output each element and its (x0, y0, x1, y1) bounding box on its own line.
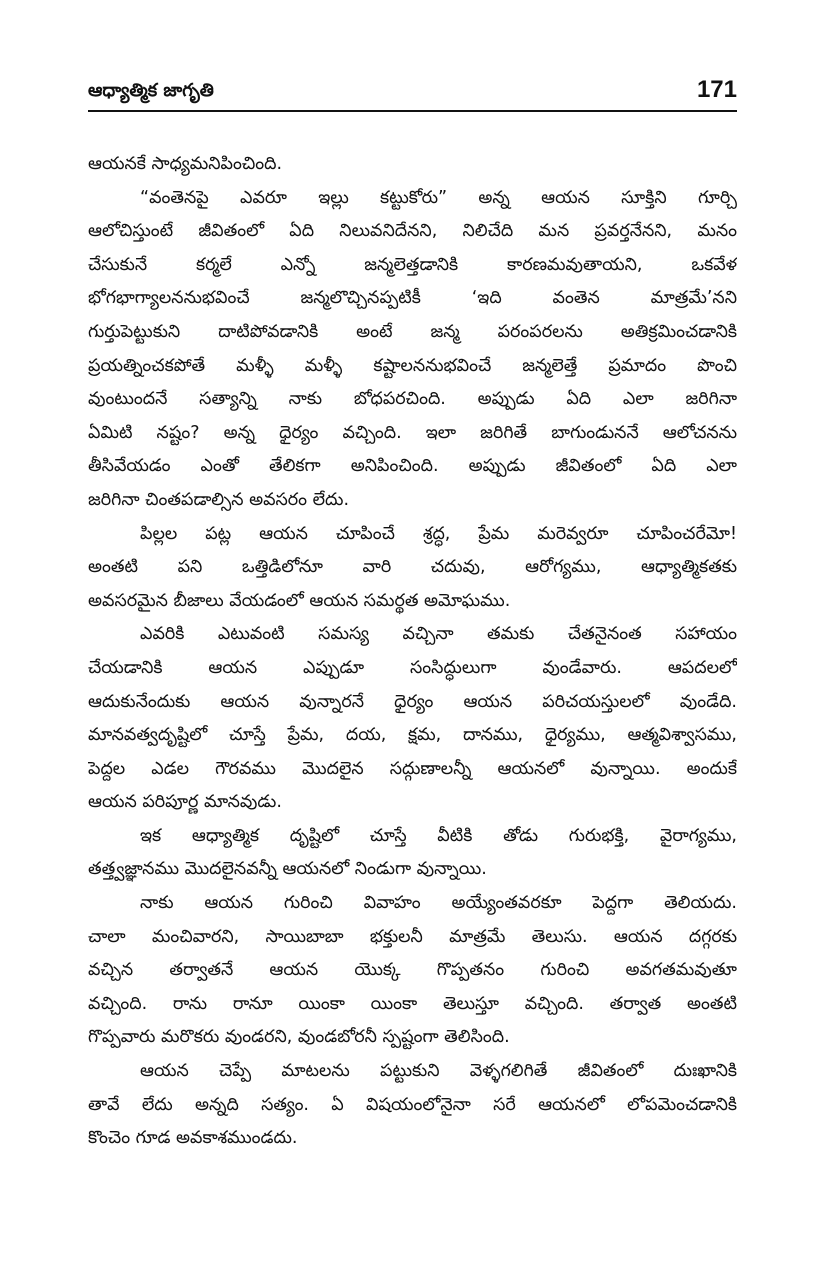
text-line: “వంతెనపై ఎవరూ ఇల్లు కట్టుకోరు” అన్న ఆయన సూక్తిని గూర్చి (140, 187, 737, 208)
text-line: ఆలోచిస్తుంటే జీవితంలో ఏది నిలువనిదేనని, నిలిచేది మన ప్రవర్తనేనని, మనం (88, 221, 737, 242)
text-line: ఎవరికి ఎటువంటి సమస్య వచ్చినా తమకు చేతనైనంత సహాయం (140, 624, 737, 645)
page-number: 171 (696, 76, 737, 103)
text-line: మానవత్వదృష్టిలో చూస్తే ప్రేమ, దయ, క్షమ, దానము, ధైర్యము, ఆత్మవిశ్వాసము, (88, 725, 737, 746)
text-line: ఆయన పరిపూర్ణ మానవుడు. (88, 792, 282, 813)
text-line: ఏమిటి నష్టం? అన్న ధైర్యం వచ్చింది. ఇలా జరిగితే బాగుండుననే ఆలోచనను (88, 422, 737, 443)
text-line: గొప్పవారు మరొకరు వుండరని, వుండబోరనీ స్పష్టంగా తెలిసింది. (88, 1027, 510, 1048)
text-line: కొంచెం గూడ అవకాశముండదు. (88, 1128, 298, 1149)
text-line: నాకు ఆయన గురించి వివాహం అయ్యేంతవరకూ పెద్దగా తెలియదు. (140, 893, 737, 914)
text-line: ఇక ఆధ్యాత్మిక దృష్టిలో చూస్తే వీటికి తోడు గురుభక్తి, వైరాగ్యము, (140, 825, 737, 846)
text-line: చాలా మంచివారని, సాయిబాబా భక్తులనీ మాత్రమే తెలుసు. ఆయన దగ్గరకు (88, 926, 737, 947)
text-line: పెద్దల ఎడల గౌరవము మొదలైన సద్గుణాలన్నీ ఆయనలో వున్నాయి. అందుకే (88, 758, 737, 779)
running-head (88, 76, 737, 110)
text-line: అంతటి పని ఒత్తిడిలోనూ వారి చదువు, ఆరోగ్యము, ఆధ్యాత్మికతకు (88, 557, 737, 578)
text-line: జరిగినా చింతపడాల్సిన అవసరం లేదు. (88, 489, 350, 510)
text-line: చేయడానికి ఆయన ఎప్పుడూ సంసిద్ధులుగా వుండేవారు. ఆపదలలో (88, 657, 737, 678)
text-line: తీసివేయడం ఎంతో తేలికగా అనిపించింది. అప్పుడు జీవితంలో ఏది ఎలా (88, 456, 737, 477)
text-line: తావే లేదు అన్నది సత్యం. ఏ విషయంలోనైనా సరే ఆయనలో లోపమెంచడానికి (88, 1094, 737, 1115)
text-line: ఆయన చెప్పే మాటలను పట్టుకుని వెళ్ళగలిగితే జీవితంలో దుఃఖానికి (140, 1061, 737, 1082)
body-text (88, 148, 737, 1156)
text-line: వుంటుందనే సత్యాన్ని నాకు బోధపరచింది. అప్పుడు ఏది ఎలా జరిగినా (88, 389, 737, 410)
text-line: తత్త్వజ్ఞానము మొదలైనవన్నీ ఆయనలో నిండుగా వున్నాయి. (88, 859, 487, 880)
text-line: భోగభాగ్యాలననుభవించే జన్మలొచ్చినప్పటికీ ‘ఇది వంతెన మాత్రమే’నని (88, 288, 737, 309)
header-rule (88, 110, 737, 112)
text-line: చేసుకునే కర్మలే ఎన్నో జన్మలెత్తడానికి కారణమవుతాయని, ఒకవేళ (88, 254, 737, 275)
text-line: వచ్చింది. రాను రానూ యింకా యింకా తెలుస్తూ వచ్చింది. తర్వాత అంతటి (88, 993, 737, 1014)
text-line: గుర్తుపెట్టుకుని దాటిపోవడానికి అంటే జన్మ పరంపరలను అతిక్రమించడానికి (88, 321, 737, 342)
text-line: అవసరమైన బీజాలు వేయడంలో ఆయన సమర్థత అమోఘము. (88, 590, 511, 611)
running-title: ఆధ్యాత్మిక జాగృతి (88, 80, 214, 101)
text-line: ఆదుకునేందుకు ఆయన వున్నారనే ధైర్యం ఆయన పరిచయస్తులలో వుండేది. (88, 691, 737, 712)
text-line: ప్రయత్నించకపోతే మళ్ళీ మళ్ళీ కష్టాలననుభవించే జన్మలెత్తే ప్రమాదం పొంచి (88, 355, 737, 376)
text-line: పిల్లల పట్ల ఆయన చూపించే శ్రద్ధ, ప్రేమ మరెవ్వరూ చూపించరేమో! (140, 523, 737, 544)
text-line: వచ్చిన తర్వాతనే ఆయన యొక్క గొప్పతనం గురించి అవగతమవుతూ (88, 960, 737, 981)
text-line: ఆయనకే సాధ్యమనిపించింది. (88, 154, 283, 174)
